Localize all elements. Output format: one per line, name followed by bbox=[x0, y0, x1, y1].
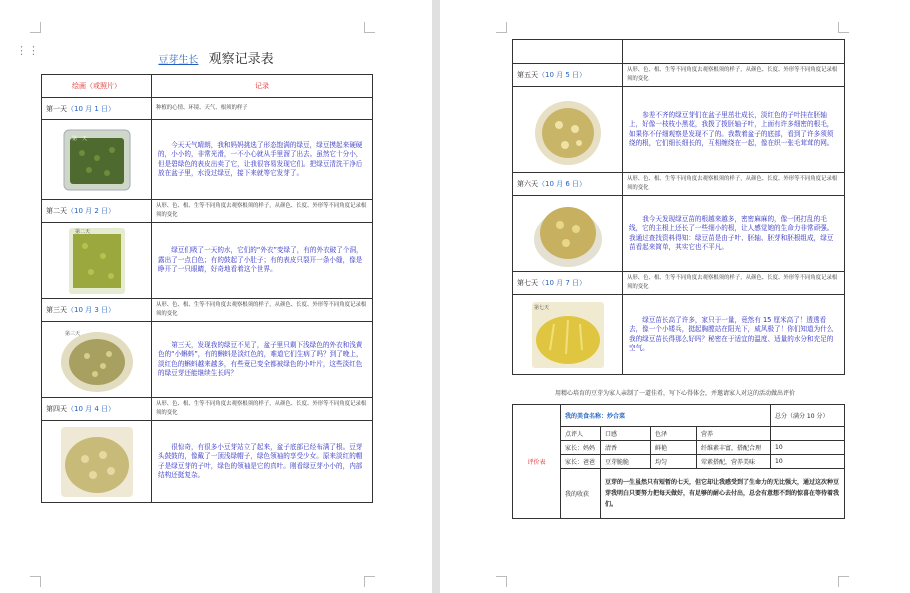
title-link[interactable]: 豆芽生长 bbox=[158, 55, 199, 66]
svg-text:第七天: 第七天 bbox=[533, 304, 549, 311]
observation-table bbox=[41, 74, 373, 503]
svg-text:第一天: 第一天 bbox=[71, 135, 87, 142]
photo-cell bbox=[42, 223, 152, 299]
photo-cell bbox=[513, 87, 623, 173]
day-label: 第四天（10 月 4 日） bbox=[42, 398, 152, 421]
sprout-photo bbox=[59, 425, 135, 499]
nutrition: 纤维素丰富，搭配合理 bbox=[697, 441, 771, 455]
col-taste: 口感 bbox=[601, 427, 651, 441]
crop-mark bbox=[496, 576, 507, 587]
day-label: 第三天（10 月 3 日） bbox=[42, 299, 152, 322]
sprout-photo bbox=[530, 300, 606, 370]
hint-cell: 从形、色、根、生等不同角度去观察根须的样子，从颜色、长度、外形等不同角度记录根须的变化 bbox=[623, 173, 845, 196]
day-label: 第五天（10 月 5 日） bbox=[513, 64, 623, 87]
sprout-photo bbox=[62, 128, 132, 192]
record-text: 绿豆们吸了一天的水，它们的“外衣”变绿了，有的外衣破了个洞，露出了一点白色；有的鼓起了小肚子；有的表皮只裂开一条小缝，像是睁开了一只眼睛，好奇地看着这个世界。 bbox=[152, 223, 373, 299]
sprout-photo bbox=[532, 199, 604, 269]
record-text: 我今天发现绿豆苗的根越来越多，密密麻麻的，像一团打乱的毛线，它的主根上还长了一些细小的根，让人感觉她的生命力非常顽强。我通过查找资料得知：绿豆苗是由子叶、胚轴、胚芽和胚根组成，绿豆苗看起来简单，其实它也不平凡。 bbox=[623, 196, 845, 272]
day-label: 第六天（10 月 6 日） bbox=[513, 173, 623, 196]
dish-name: 我的美食名称：炒合菜 bbox=[561, 405, 771, 427]
day-label: 第一天（10 月 1 日） bbox=[42, 98, 152, 120]
evaluation-table bbox=[512, 404, 845, 519]
color: 均匀 bbox=[651, 455, 697, 469]
page-gutter bbox=[432, 0, 440, 593]
photo-cell bbox=[42, 120, 152, 200]
record-text: 参差不齐的绿豆芽们在盆子里茁壮成长，淡红色的子叶挂在胚轴上，好像一枝枝小黑花，我拨了拨胚轴子叶，上面有许多细密的根毛，如果你不仔细观察是发现不了的。我数着盆子的底部，看到了许多须须绕的根，它们细长细长的，互相缠绕在一起，像在织一张毛茸茸的网。 bbox=[623, 87, 845, 173]
crop-mark bbox=[838, 22, 849, 33]
crop-mark bbox=[364, 576, 375, 587]
photo-cell bbox=[513, 295, 623, 375]
svg-text:第三天: 第三天 bbox=[64, 330, 80, 337]
reviewer: 家长：爸爸 bbox=[561, 455, 601, 469]
header-record: 记录 bbox=[152, 75, 373, 98]
page-1 bbox=[0, 0, 432, 593]
hint-cell: 从形、色、根、生等不同角度去观察根须的样子，从颜色、长度、外形等不同角度记录根须的变化 bbox=[623, 272, 845, 295]
col-reviewer: 点评人 bbox=[561, 427, 601, 441]
nutrition: 荤素搭配，营养美味 bbox=[697, 455, 771, 469]
record-text: 绿豆苗长高了许多，家只于一量，竟然有 15 厘米高了！透透看去，像一个小矮兵，挺起胸膛站在阳光下，威风极了！你们知道为什么我的绿豆苗长得那么好吗？秘密在于适宜的温度、适量的水分和充足的空气。 bbox=[623, 295, 845, 375]
description-cell: 种植的心情、环境、天气、根须的样子 bbox=[152, 98, 373, 120]
drag-handle-icon[interactable]: ⋮⋮ bbox=[16, 44, 40, 57]
hint-cell: 从形、色、根、生等不同角度去观察根须的样子，从颜色、长度、外形等不同角度记录根须的变化 bbox=[152, 200, 373, 223]
hint-cell: 从形、色、根、生等不同角度去观察根须的样子，从颜色、长度、外形等不同角度记录根须的变化 bbox=[623, 64, 845, 87]
title-text: 观察记录表 bbox=[208, 52, 274, 67]
day-label: 第七天（10 月 7 日） bbox=[513, 272, 623, 295]
record-text: 第三天，发现我的绿豆不见了，盆子里只剩下浅绿色的外衣和浅黄色的“小蝌蚪”，有的蝌蚪是淡红色的，难道它们生病了吗？到了晚上，淡红色的蝌蚪越来越多，有些竟已变全都被绿色的小叶片，这些淡红色的绿豆芽还能继续生长吗？ bbox=[152, 322, 373, 398]
taste: 清香 bbox=[601, 441, 651, 455]
col-nutrition: 营养 bbox=[697, 427, 771, 441]
svg-text:第二天: 第二天 bbox=[74, 228, 90, 235]
page-title bbox=[0, 44, 432, 67]
crop-mark bbox=[364, 22, 375, 33]
crop-mark bbox=[496, 22, 507, 33]
day-label: 第二天（10 月 2 日） bbox=[42, 200, 152, 223]
reviewer: 家长：妈妈 bbox=[561, 441, 601, 455]
col-color: 色泽 bbox=[651, 427, 697, 441]
sprout-photo bbox=[59, 326, 135, 394]
sprout-photo bbox=[533, 93, 603, 167]
sprout-photo bbox=[67, 226, 127, 296]
photo-cell bbox=[513, 196, 623, 272]
record-text: 很惊奇，有很多小豆芽站立了起来，盆子底部已经布满了根。豆芽头鼓鼓的，像戴了一顶浅绿帽子，绿色领袖的享受少女。原来淡红的帽子是绿豆芽的子叶，绿色的领袖是它的真叶。刚看绿豆芽小小的，内部结构还挺复杂。 bbox=[152, 421, 373, 503]
crop-mark bbox=[838, 576, 849, 587]
hint-cell: 从形、色、根、生等不同角度去观察根须的样子，从颜色、长度、外形等不同角度记录根须的变化 bbox=[152, 299, 373, 322]
hint-cell: 从形、色、根、生等不同角度去观察根须的样子，从颜色、长度、外形等不同角度记录根须的变化 bbox=[152, 398, 373, 421]
score: 10 bbox=[771, 455, 845, 469]
score-label: 总分（满分 10 分） bbox=[771, 405, 845, 427]
photo-cell bbox=[42, 322, 152, 398]
photo-cell bbox=[42, 421, 152, 503]
eval-section-label: 评价表 bbox=[513, 405, 561, 519]
taste: 豆芽脆脆 bbox=[601, 455, 651, 469]
color: 鲜艳 bbox=[651, 441, 697, 455]
header-photo: 绘画（或照片） bbox=[42, 75, 152, 98]
crop-mark bbox=[30, 576, 41, 587]
gain-label: 我的收获 bbox=[561, 469, 601, 519]
crop-mark bbox=[30, 22, 41, 33]
record-text: 今天天气晴朗，我和妈妈挑选了形态饱满的绿豆，绿豆摸起来硬硬的，小小的，非常光滑，一不小心就从手里溜了出去。虽然它十分小，但是碧绿色的表皮出卖了它，让我很容易发现它们。把绿豆清洗干净后放在盆子里，水没过绿豆，接下来就等它发芽了。 bbox=[152, 120, 373, 200]
gain-text: 豆芽的一生虽然只有短暂的七天，但它却让我感受到了生命力的无比强大，通过这次种豆芽我明白只要努力把每天做好，有足够的耐心去付出，总会有意想不到的惊喜在等待着我们。 bbox=[601, 469, 845, 519]
score: 10 bbox=[771, 441, 845, 455]
intro-text: 用精心培育的豆芽为家人亲制了一道佳肴，写下心得体会，并邀请家人对这的活动做出评价 bbox=[554, 390, 795, 397]
observation-table-continued bbox=[512, 39, 845, 375]
